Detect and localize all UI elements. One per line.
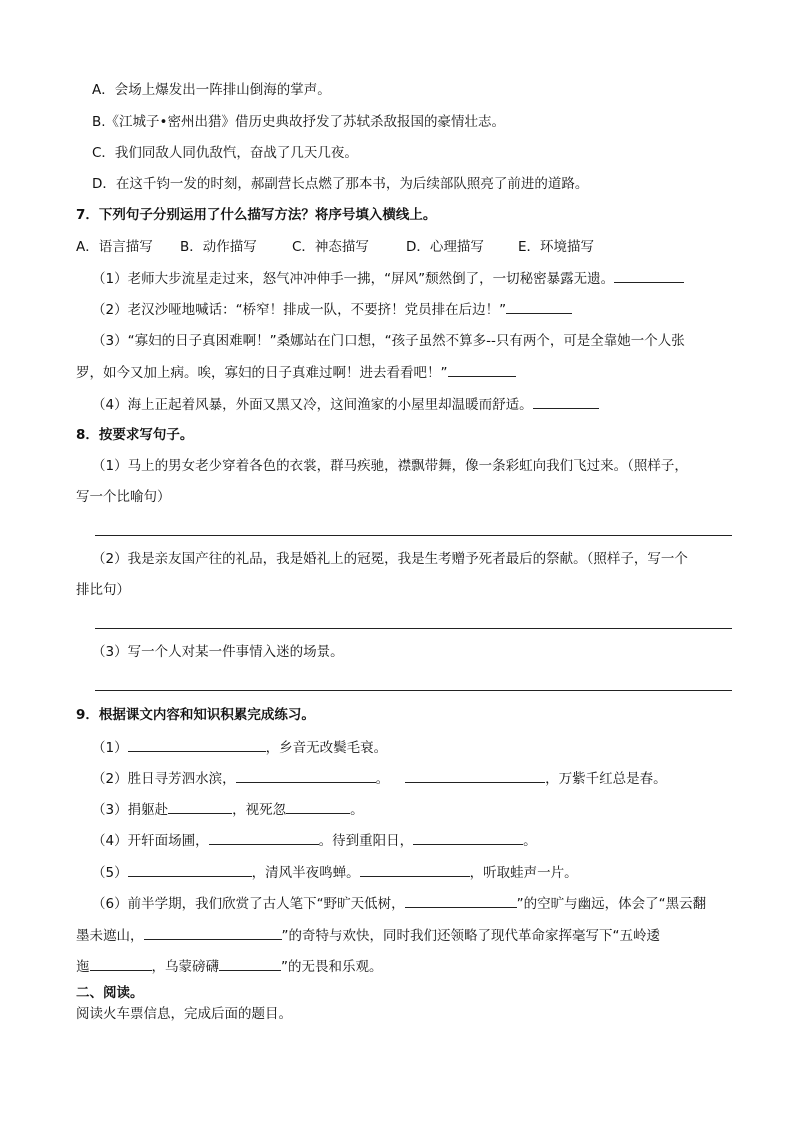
q9-item-6-blank-1[interactable] [405,893,517,908]
q8-stem-text: 8．按要求写句子。 [76,427,194,443]
q9-item-6-blank-4[interactable] [219,956,281,971]
q7-option-b: B．动作描写 [180,239,257,255]
q8-item-1b: 写一个比喻句） [76,489,171,505]
q7-option-e: E．环境描写 [518,239,595,255]
q9-item-3 [92,799,364,820]
q8-answer-line-3[interactable] [95,690,732,691]
q9-item-1-end: ，乡音无改鬓毛衰。 [265,740,388,756]
q9-item-5-blank-2[interactable] [360,862,470,877]
q9-item-3-start: （3）捐躯赴 [92,802,169,818]
q7-item-1-text: （1）老师大步流星走过来，怒气冲冲伸手一拂，“屏风”颓然倒了，一切秘密暴露无遗。 [92,271,615,287]
q9-item-2-end: ，万紫千红总是春。 [545,771,667,787]
q9-item-6c-end: ”的无畏和乐观。 [281,959,383,975]
q9-item-5-blank-1[interactable] [128,862,252,877]
q8-item-2b: 排比句） [76,582,130,598]
q9-item-4-start: （4）开轩面场圃， [92,833,209,849]
q9-item-1-num: （1） [92,740,128,756]
q8-answer-line-1[interactable] [95,535,732,536]
q7-item-4 [92,394,599,415]
q9-item-6a-text: （6）前半学期，我们欣赏了古人笔下“野旷天低树， [92,896,405,912]
q9-item-4-end: 。 [523,833,537,849]
q7-item-2 [92,299,572,320]
q9-item-2-blank-2[interactable] [405,768,545,783]
q7-option-a: A．语言描写 [76,239,153,255]
q7-option-c: C．神态描写 [292,239,369,255]
q9-item-6-blank-2[interactable] [144,925,282,940]
q7-item-2-blank[interactable] [506,299,572,314]
q8-answer-line-2[interactable] [95,628,732,629]
q7-option-d: D．心理描写 [406,239,484,255]
q9-item-6c [76,956,383,977]
q9-item-1-blank[interactable] [128,737,266,752]
section-2-heading: 二、阅读。 [76,985,144,1001]
q9-item-4-mid: 。待到重阳日， [318,833,414,849]
q9-stem [76,705,315,725]
q8-item-2a: （2）我是亲友国产往的礼品，我是婚礼上的冠冕，我是生考赠予死者最后的祭献。（照样子，写一个 [92,551,688,567]
q9-item-2-mid: 。 [375,771,390,787]
q9-item-6c-start: 迤 [76,959,90,975]
q7-options [76,237,594,257]
q9-item-4 [92,830,537,851]
q9-item-3-end: 。 [350,802,364,818]
q9-item-3-mid: ，视死忽 [232,802,287,818]
q6-option-b: B.《江城子•密州出猎》借历史典故抒发了苏轼杀敌报国的豪情壮志。 [92,114,506,130]
q7-item-4-blank[interactable] [533,394,599,409]
q7-item-3a: （3）“寡妇的日子真困难啊！”桑娜站在门口想，“孩子虽然不算多--只有两个，可是全靠她一个人张 [92,333,685,349]
q7-item-3b-text: 罗，如今又加上病。唉，寡妇的日子真难过啊！进去看看吧！” [76,365,448,381]
q7-stem-text: 7．下列句子分别运用了什么描写方法？将序号填入横线上。 [76,207,437,223]
q9-item-6c-mid: ，乌蒙磅礴 [151,959,219,975]
q9-item-6b-end: ”的奇特与欢快，同时我们还领略了现代革命家挥毫写下“五岭逶 [281,928,660,944]
q9-item-1 [92,737,387,758]
q7-stem [76,205,436,225]
q9-item-4-blank-2[interactable] [413,830,523,845]
q9-item-5-end: ，听取蛙声一片。 [469,865,578,881]
q8-stem [76,425,193,445]
q9-item-5-mid: ，清风半夜鸣蝉。 [251,865,360,881]
q9-item-4-blank-1[interactable] [209,830,319,845]
q9-item-2-blank-1[interactable] [236,768,376,783]
q9-item-6a [92,893,706,914]
q9-item-6-blank-3[interactable] [90,956,152,971]
q9-item-3-blank-2[interactable] [286,799,350,814]
q7-item-1 [92,268,684,289]
q7-item-2-text: （2）老汉沙哑地喊话：“桥窄！排成一队，不要挤！党员排在后边！” [92,302,507,318]
q7-item-1-blank[interactable] [614,268,684,283]
section-2-intro: 阅读火车票信息，完成后面的题目。 [76,1006,292,1022]
q6-option-a: A．会场上爆发出一阵排山倒海的掌声。 [92,82,331,98]
q9-item-5-num: （5） [92,865,128,881]
q6-option-c: C．我们同敌人同仇敌忾，奋战了几天几夜。 [92,145,358,161]
q9-item-2 [92,768,667,789]
q9-item-6b-text: 墨未遮山， [76,928,144,944]
q9-item-6b [76,925,660,946]
q9-item-3-blank-1[interactable] [168,799,232,814]
q8-item-3: （3）写一个人对某一件事情入迷的场景。 [92,644,344,660]
q9-item-2-start: （2）胜日寻芳泗水滨， [92,771,236,787]
q6-option-d: D．在这千钧一发的时刻，郝副营长点燃了那本书，为后续部队照亮了前进的道路。 [92,176,589,192]
q7-item-3-blank[interactable] [448,362,516,377]
q9-item-5 [92,862,578,883]
q8-item-1a: （1）马上的男女老少穿着各色的衣裳，群马疾驰，襟飘带舞，像一条彩虹向我们飞过来。（照样子， [92,458,688,474]
q7-item-3b [76,362,516,383]
q9-stem-text: 9．根据课文内容和知识积累完成练习。 [76,707,315,723]
q9-item-6a-end: ”的空旷与幽远，体会了“黑云翻 [516,896,707,912]
q7-item-4-text: （4）海上正起着风暴，外面又黑又冷，这间渔家的小屋里却温暖而舒适。 [92,397,533,413]
